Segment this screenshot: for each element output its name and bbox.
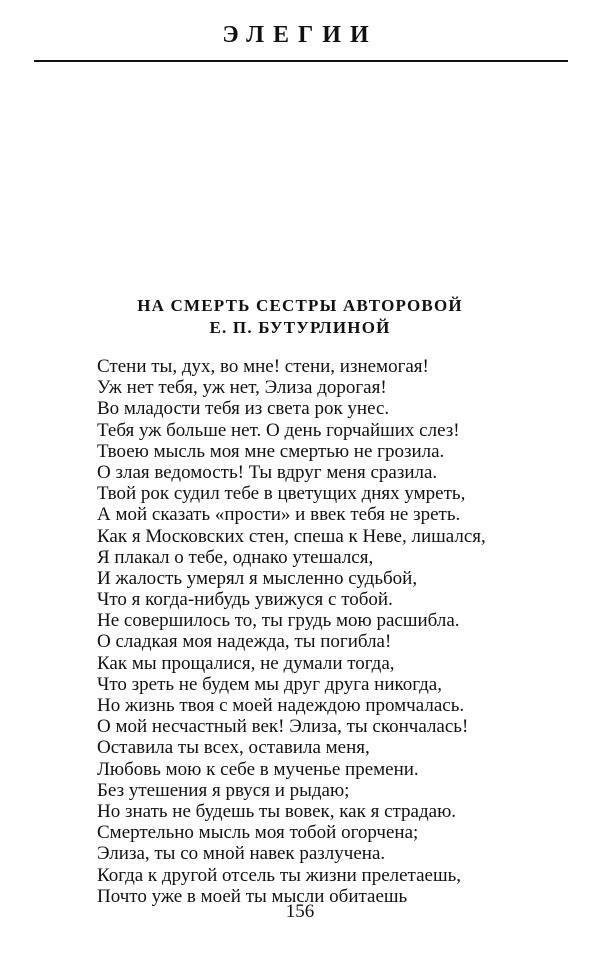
poem-line: Почто уже в моей ты мысли обитаешь (97, 885, 408, 907)
poem-title-line-2: Е. П. БУТУРЛИНОЙ (209, 318, 391, 337)
poem-line: Но знать не будешь ты вовек, как я страдаю. (97, 800, 457, 822)
poem-line: О злая ведомость! Ты вдруг меня сразила. (97, 461, 438, 483)
poem-line: Твоею мысль моя мне смертью не грозила. (97, 440, 445, 462)
poem-line: Элиза, ты со мной навек разлучена. (97, 843, 386, 865)
poem-line: Я плакал о тебе, однако утешался, (97, 546, 374, 568)
poem-line: Как мы прощалися, не думали тогда, (97, 652, 395, 674)
poem-line: Смертельно мысль моя тобой огорчена; (97, 822, 419, 844)
poem-line: И жалость умерял я мысленно судьбой, (97, 567, 418, 589)
running-header: ЭЛЕГИИ (222, 22, 378, 48)
poem-line: О сладкая моя надежда, ты погибла! (97, 631, 392, 653)
poem-line: Стени ты, дух, во мне! стени, изнемогая! (97, 356, 429, 377)
poem-line: О мой несчастный век! Элиза, ты скончалась! (97, 716, 469, 738)
poem-line: Любовь мою к себе в мученье премени. (97, 758, 419, 780)
poem-line: Тебя уж больше нет. О день горчайших слез! (97, 419, 460, 441)
poem-line: Уж нет тебя, уж нет, Элиза дорогая! (97, 377, 387, 399)
poem-line: Как я Московских стен, спеша к Неве, лишался, (97, 525, 486, 547)
poem-line: Что я когда-нибудь увижуся с тобой. (97, 589, 393, 611)
poem-line: Не совершилось то, ты грудь мою расшибла. (97, 610, 460, 632)
poem-line: Оставила ты всех, оставила меня, (97, 737, 370, 759)
poem-text (97, 356, 577, 907)
poem-line: Что зреть не будем мы друг друга никогда, (97, 673, 442, 695)
poem-line: Во младости тебя из света рок унес. (97, 398, 390, 420)
page-number: 156 (285, 901, 315, 922)
header-rule (34, 60, 568, 62)
poem-line: Без утешения я рвуся и рыдаю; (97, 779, 350, 801)
poem-line: Но жизнь твоя с моей надеждою промчалась. (97, 695, 465, 716)
poem-line: Твой рок судил тебе в цветущих днях умреть, (97, 483, 466, 505)
poem-title-line-1: НА СМЕРТЬ СЕСТРЫ АВТОРОВОЙ (137, 296, 463, 315)
poem-line: А мой сказать «прости» и ввек тебя не зреть. (97, 504, 461, 526)
poem-line: Когда к другой отсель ты жизни прелетаешь, (97, 864, 462, 886)
